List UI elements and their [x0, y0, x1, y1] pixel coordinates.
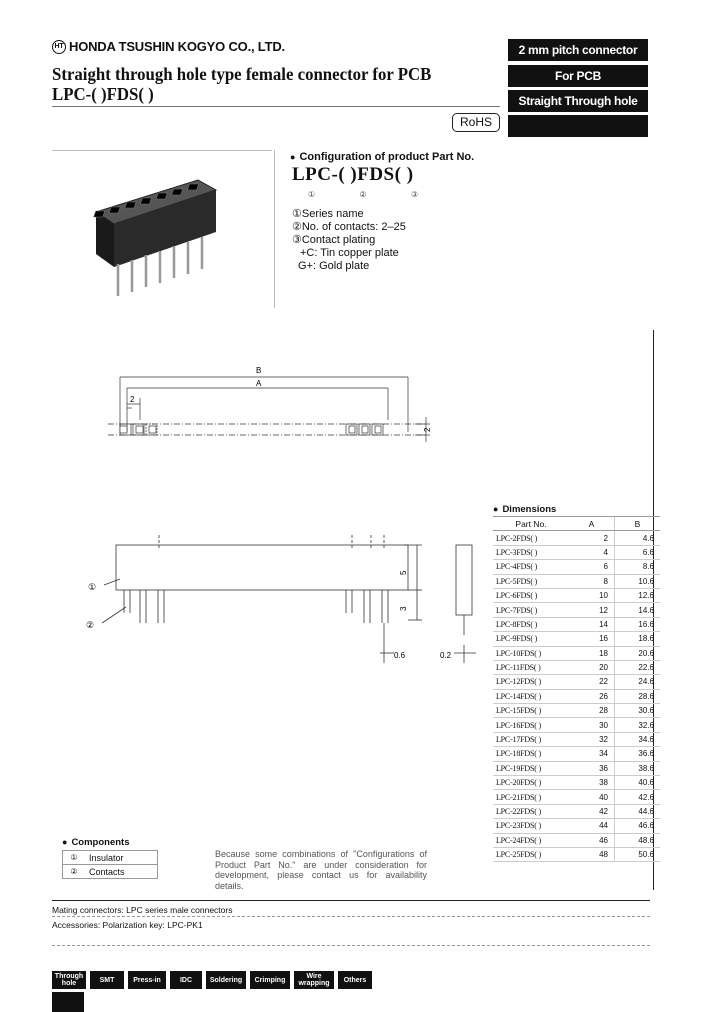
dimension-part-no: LPC-15FDS( ): [493, 704, 569, 718]
dim-02-label: 0.2: [440, 651, 452, 660]
dimension-a: 10: [569, 588, 615, 602]
dimension-part-no: LPC-16FDS( ): [493, 718, 569, 732]
dim-3-label: 3: [399, 606, 408, 611]
dimension-part-no: LPC-11FDS( ): [493, 660, 569, 674]
photo-divider: [274, 150, 275, 308]
category-idc[interactable]: IDC: [170, 971, 202, 989]
dimension-b: 44.6: [615, 804, 661, 818]
dimension-a: 44: [569, 819, 615, 833]
dimension-b: 50.6: [615, 847, 661, 861]
configuration-part-no: LPC-( )FDS( ): [292, 164, 414, 185]
dimension-part-no: LPC-3FDS( ): [493, 545, 569, 559]
mating-connectors: Mating connectors: LPC series male connectors: [52, 905, 233, 915]
dimension-row: [493, 588, 660, 602]
dimension-b: 20.6: [615, 646, 661, 660]
dimension-part-no: LPC-22FDS( ): [493, 804, 569, 818]
dimension-b: 24.6: [615, 675, 661, 689]
dimension-part-no: LPC-19FDS( ): [493, 761, 569, 775]
dimension-row: [493, 804, 660, 818]
dimension-row: [493, 847, 660, 861]
dimension-part-no: LPC-18FDS( ): [493, 747, 569, 761]
component-name: Contacts: [85, 865, 158, 879]
dimensions-header-row: [493, 517, 660, 531]
dimension-row: [493, 747, 660, 761]
tag-through-hole: Straight Through hole: [508, 90, 648, 112]
marker-2: ②: [359, 190, 367, 199]
footer-rule-top: [52, 900, 650, 901]
dimension-b: 22.6: [615, 660, 661, 674]
dimension-part-no: LPC-7FDS( ): [493, 603, 569, 617]
dimension-row: [493, 718, 660, 732]
availability-note: Because some combinations of "Configurations of Product Part No." are under consideration for development, please contact us for availability details.: [215, 849, 427, 891]
tag-blank: [508, 115, 648, 137]
category-others[interactable]: Others: [338, 971, 372, 989]
dimension-part-no: LPC-23FDS( ): [493, 819, 569, 833]
company-name-text: HONDA TSUSHIN KOGYO CO., LTD.: [69, 39, 285, 54]
dim-a-label: A: [256, 379, 262, 388]
dimension-row: [493, 776, 660, 790]
dim-2-right-label: 2: [423, 427, 432, 432]
dimension-b: 46.6: [615, 819, 661, 833]
dimension-b: 32.6: [615, 718, 661, 732]
side-view-drawing: [84, 535, 484, 665]
category-through-hole[interactable]: Through hole: [52, 971, 86, 989]
explain-series-name: ①Series name: [292, 208, 364, 220]
dimension-b: 28.6: [615, 689, 661, 703]
configuration-explanation: [292, 208, 406, 273]
dimension-row: [493, 603, 660, 617]
dimension-a: 36: [569, 761, 615, 775]
explain-contacts: ②No. of contacts: 2–25: [292, 221, 406, 233]
dim-b-label: B: [256, 366, 262, 375]
dimension-b: 30.6: [615, 704, 661, 718]
dimension-b: 12.6: [615, 588, 661, 602]
dimension-a: 14: [569, 617, 615, 631]
dimension-part-no: LPC-21FDS( ): [493, 790, 569, 804]
honda-logo-icon: HT: [52, 40, 66, 54]
dimension-a: 38: [569, 776, 615, 790]
dimension-row: [493, 617, 660, 631]
dimension-b: 36.6: [615, 747, 661, 761]
title-line-1: Straight through hole type female connector for PCB: [52, 64, 432, 84]
dimension-b: 16.6: [615, 617, 661, 631]
dimension-row: [493, 632, 660, 646]
dimension-row: [493, 689, 660, 703]
dimension-part-no: LPC-14FDS( ): [493, 689, 569, 703]
dimension-b: 18.6: [615, 632, 661, 646]
rohs-badge: RoHS: [452, 113, 500, 132]
dimension-a: 4: [569, 545, 615, 559]
dimension-part-no: LPC-17FDS( ): [493, 732, 569, 746]
category-soldering[interactable]: Soldering: [206, 971, 246, 989]
marker-1: ①: [308, 190, 316, 199]
tag-pitch: 2 mm pitch connector: [508, 39, 648, 61]
dimension-b: 14.6: [615, 603, 661, 617]
dimension-row: [493, 531, 660, 545]
accessories: Accessories: Polarization key: LPC-PK1: [52, 920, 203, 930]
dimension-a: 2: [569, 531, 615, 545]
dimension-row: [493, 660, 660, 674]
dimension-b: 42.6: [615, 790, 661, 804]
page-title: [52, 64, 431, 104]
component-name: Insulator: [85, 851, 158, 865]
dimension-row: [493, 646, 660, 660]
dimension-b: 40.6: [615, 776, 661, 790]
dimension-row: [493, 704, 660, 718]
dimension-a: 12: [569, 603, 615, 617]
dimension-part-no: LPC-5FDS( ): [493, 574, 569, 588]
dimension-part-no: LPC-20FDS( ): [493, 776, 569, 790]
explain-gold: G+: Gold plate: [298, 260, 370, 272]
dimension-a: 42: [569, 804, 615, 818]
dimension-row: [493, 819, 660, 833]
dimension-part-no: LPC-6FDS( ): [493, 588, 569, 602]
dimension-part-no: LPC-12FDS( ): [493, 675, 569, 689]
dim-5-label: 5: [399, 570, 408, 575]
dimension-b: 38.6: [615, 761, 661, 775]
tag-for-pcb: For PCB: [508, 65, 648, 87]
explain-plating: ③Contact plating: [292, 234, 376, 246]
dimension-part-no: LPC-25FDS( ): [493, 847, 569, 861]
explain-tin: +C: Tin copper plate: [300, 247, 399, 259]
dimension-part-no: LPC-9FDS( ): [493, 632, 569, 646]
component-row: [63, 865, 158, 879]
dimensions-heading: ● Dimensions: [493, 504, 556, 515]
components-heading: ● Components: [62, 837, 130, 848]
col-part-no: Part No.: [493, 517, 569, 531]
dimension-row: [493, 761, 660, 775]
category-crimping[interactable]: Crimping: [250, 971, 290, 989]
company-name: [52, 39, 285, 54]
dimension-a: 48: [569, 847, 615, 861]
dimension-part-no: LPC-2FDS( ): [493, 531, 569, 545]
dimension-a: 30: [569, 718, 615, 732]
dimension-row: [493, 790, 660, 804]
footer-dash-1: [52, 916, 650, 917]
dimension-row: [493, 545, 660, 559]
dimensions-table: [493, 516, 660, 862]
dimension-a: 40: [569, 790, 615, 804]
category-wire-wrapping[interactable]: Wire wrapping: [294, 971, 334, 989]
dim-06-label: 0.6: [394, 651, 406, 660]
callout-2: ②: [86, 620, 95, 630]
dimension-b: 8.6: [615, 560, 661, 574]
top-view-drawing: [100, 362, 440, 452]
dimension-a: 28: [569, 704, 615, 718]
dimension-row: [493, 574, 660, 588]
configuration-heading: ● Configuration of product Part No.: [290, 151, 474, 163]
dim-2-left-label: 2: [130, 395, 135, 404]
dimension-row: [493, 560, 660, 574]
category-press-in[interactable]: Press-in: [128, 971, 166, 989]
dimension-a: 18: [569, 646, 615, 660]
component-number: ①: [63, 851, 86, 865]
dimension-a: 26: [569, 689, 615, 703]
dimension-b: 10.6: [615, 574, 661, 588]
dimension-a: 8: [569, 574, 615, 588]
dimension-b: 48.6: [615, 833, 661, 847]
dimension-b: 6.6: [615, 545, 661, 559]
active-category-marker: [52, 992, 84, 1012]
component-row: [63, 851, 158, 865]
dimension-a: 6: [569, 560, 615, 574]
product-photo: [88, 172, 238, 302]
dimension-a: 32: [569, 732, 615, 746]
dimension-b: 4.6: [615, 531, 661, 545]
dimension-part-no: LPC-4FDS( ): [493, 560, 569, 574]
title-rule: [52, 106, 500, 107]
dimension-part-no: LPC-24FDS( ): [493, 833, 569, 847]
dimension-a: 46: [569, 833, 615, 847]
category-bar: [52, 971, 372, 989]
footer-dash-2: [52, 945, 650, 946]
photo-top-rule: [52, 150, 272, 151]
dimension-row: [493, 675, 660, 689]
dimension-b: 34.6: [615, 732, 661, 746]
components-table: [62, 850, 158, 879]
col-a: A: [569, 517, 615, 531]
title-line-2: LPC-( )FDS( ): [52, 84, 154, 104]
configuration-markers: [308, 190, 418, 199]
dimension-a: 34: [569, 747, 615, 761]
dimension-row: [493, 833, 660, 847]
category-smt[interactable]: SMT: [90, 971, 124, 989]
callout-1: ①: [88, 582, 97, 592]
dimension-a: 16: [569, 632, 615, 646]
dimension-a: 22: [569, 675, 615, 689]
marker-3: ③: [410, 190, 418, 199]
col-b: B: [615, 517, 661, 531]
component-number: ②: [63, 865, 86, 879]
dimension-a: 20: [569, 660, 615, 674]
dimension-part-no: LPC-8FDS( ): [493, 617, 569, 631]
dimension-part-no: LPC-10FDS( ): [493, 646, 569, 660]
dimension-row: [493, 732, 660, 746]
